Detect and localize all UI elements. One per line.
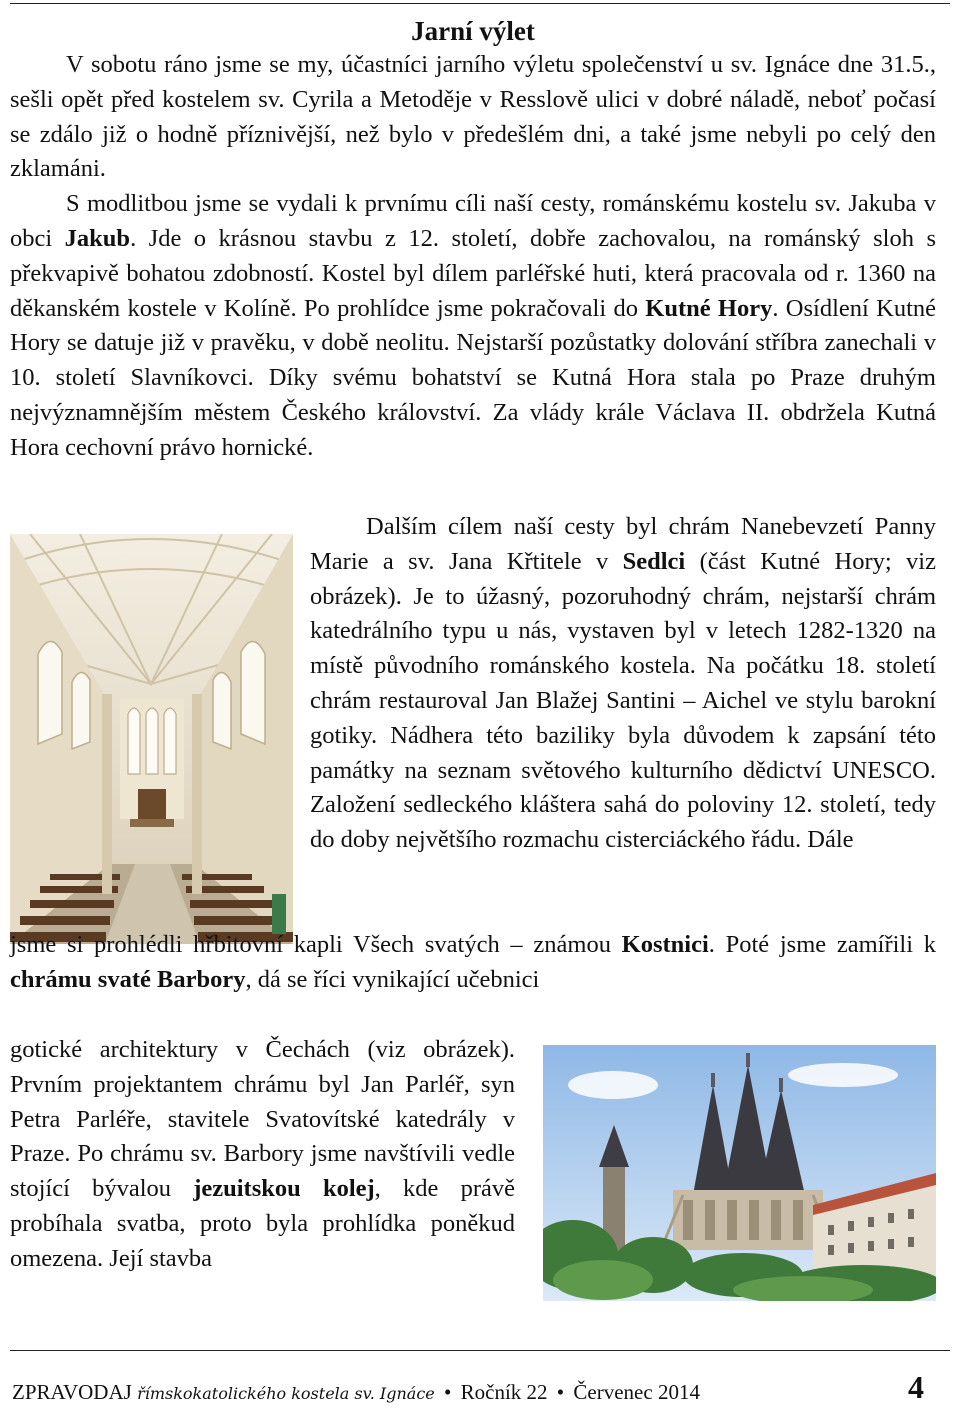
paragraph-3 — [310, 510, 936, 858]
place-jakub: Jakub — [64, 224, 131, 252]
text-run: . Poté jsme zamířili k — [708, 931, 936, 958]
place-sedlec: Sedlci — [622, 547, 686, 575]
separator: • — [556, 1380, 565, 1404]
issue-date: Červenec 2014 — [573, 1380, 700, 1404]
paragraph-4 — [10, 1033, 515, 1277]
footer — [12, 1377, 700, 1409]
text-run: Dalším cílem naší cesty byl chrám Nanebevzetí Panny Marie a sv. Jana Křtitele v — [310, 513, 936, 575]
place-kutna-hora: Kutné Hory — [645, 294, 773, 322]
text-run: gotické architektury v Čechách (viz obrázek). Prvním projektantem chrámu byl Jan Parléř, syn Petra Parléře, stavitele Svatovítské katedrály v Praze. Po chrámu sv. Barbory jsme navštívili vedle stojící bývalou — [10, 1036, 515, 1203]
text-run: , dá se říci vynikající učebnici — [245, 965, 540, 993]
footer-rule — [10, 1350, 950, 1351]
top-rule — [10, 3, 950, 4]
place-jesuit-college: jezuitskou kolej — [193, 1175, 375, 1203]
place-st-barbara: chrámu svaté Barbory — [10, 965, 246, 993]
st-barbara-photo — [543, 1045, 936, 1301]
text-run: . Jde o krásnou stavbu z 12. století, dobře zachovalou, na románský sloh s překvapivě bohatou zdobností. Kostel byl dílem parléřské huti, která pracovala od r. 1360 na děkanském kostele v Kolíně. Po prohlídce jsme pokračovali do — [10, 224, 936, 322]
article-body-middle — [10, 928, 936, 998]
separator: • — [444, 1380, 452, 1404]
article-body-beside-photo — [310, 510, 936, 858]
article-title: Jarní výlet — [411, 16, 535, 46]
page-number: 4 — [908, 1369, 924, 1405]
text-run: S modlitbou jsme se vydali k prvnímu cíli naší cesty, románskému kostelu sv. Jakuba v obci — [10, 190, 936, 252]
text-run: . Osídlení Kutné Hory se datuje již v pravěku, v době neolitu. Nejstarší pozůstatky dolování stříbra zanechali v 10. století Slavníkovci. Díky svému bohatství se Kutná Hora stala po Praze druhým nejvýznamnějším městem Českého království. Za vlády krále Václava II. obdržela Kutná Hora cechovní právo hornické. — [10, 294, 936, 461]
sedlec-interior-photo — [10, 534, 293, 944]
text-run: , kde právě probíhala svatba, proto byla prohlídka poněkud omezena. Její stavba — [10, 1175, 515, 1272]
paragraph-3-continued — [10, 928, 936, 998]
article-body-bottom — [10, 1033, 515, 1277]
issue-volume: Ročník 22 — [460, 1380, 548, 1404]
article-body-top — [10, 48, 936, 466]
newsletter-name: ZPRAVODAJ — [12, 1380, 132, 1404]
place-kostnice: Kostnici — [621, 931, 709, 958]
text-run: (část Kutné Hory; viz obrázek). Je to úžasný, pozoruhodný chrám, nejstarší chrám katedrálního typu u nás, vystaven byl v letech 1282-1320 na místě původního románského kostela. Na počátku 18. století chrám restauroval Jan Blažej Santini – Aichel ve stylu barokní gotiky. Nádhera této baziliky byla důvodem k zapsání této památky na seznam světového kulturního dědictví UNESCO. Založení sedleckého kláštera sahá do poloviny 12. století, tedy do doby největšího rozmachu cisterciáckého řádu. Dále — [310, 547, 936, 854]
newsletter-subtitle: římskokatolického kostela sv. Ignáce — [137, 1384, 435, 1403]
paragraph-1: V sobotu ráno jsme se my, účastníci jarního výletu společenství u sv. Ignáce dne 31.5., sešli opět před kostelem sv. Cyrila a Metoděje v Resslově ulici v dobré náladě, neboť počasí se zdálo již o hodně příznivější, než bylo v předešlém dni, a také jsme nebyli po celý den zklamáni. — [10, 51, 936, 183]
paragraph-2 — [10, 187, 936, 465]
text-run: jsme si prohlédli hřbitovní kapli Všech svatých – známou — [10, 931, 622, 958]
